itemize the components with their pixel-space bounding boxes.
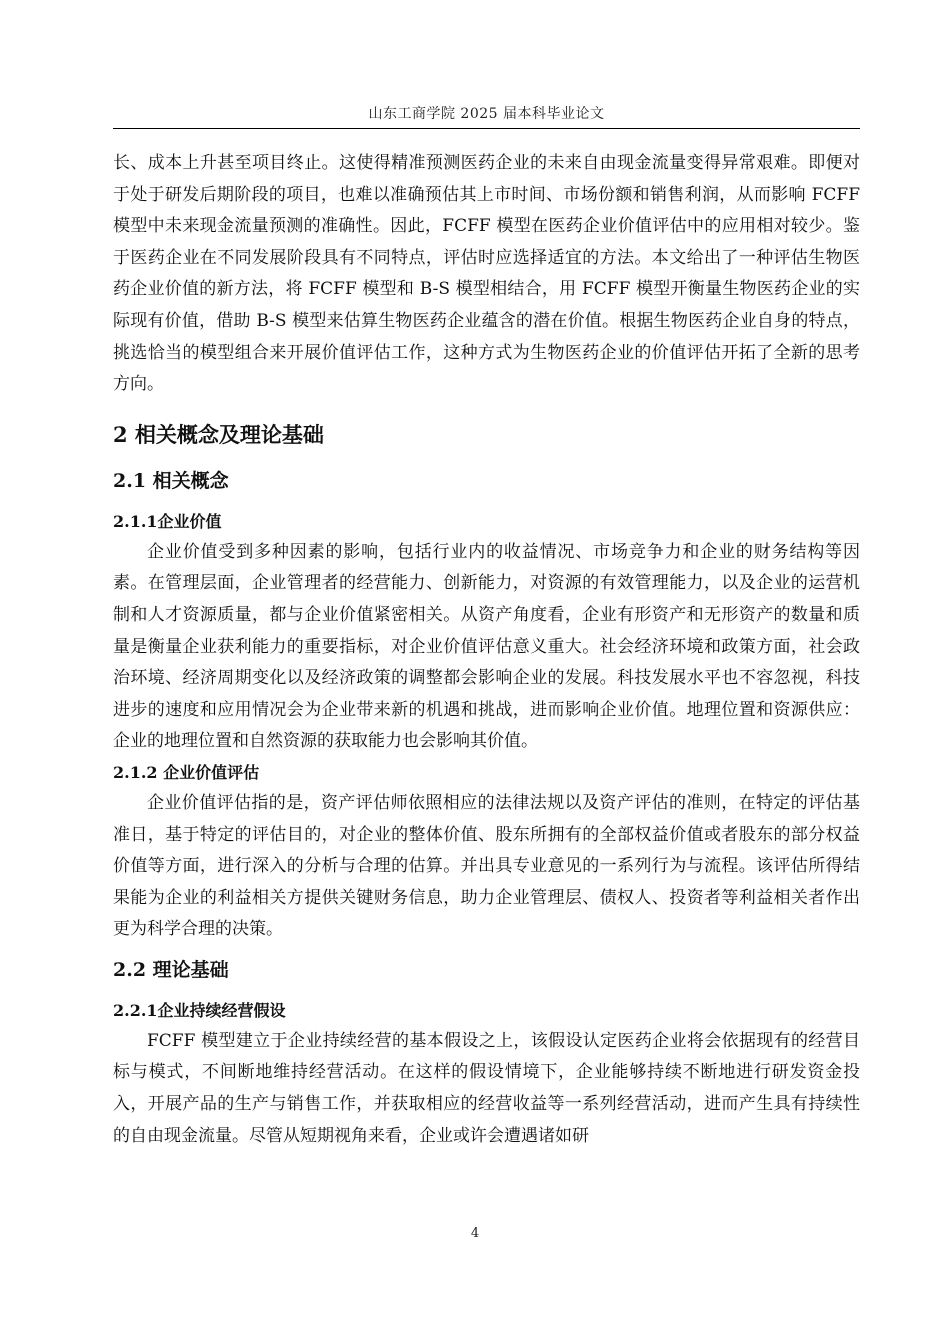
- paragraph-2-1-1: 企业价值受到多种因素的影响，包括行业内的收益情况、市场竞争力和企业的财务结构等因素。在管理层面，企业管理者的经营能力、创新能力，对资源的有效管理能力，以及企业的运营机制和人才资源质量，都与企业价值紧密相关。从资产角度看，企业有形资产和无形资产的数量和质量是衡量企业获利能力的重要指标，对企业价值评估意义重大。社会经济环境和政策方面，社会政治环境、经济周期变化以及经济政策的调整都会影响企业的发展。科技发展水平也不容忽视，科技进步的速度和应用情况会为企业带来新的机遇和挑战，进而影响企业价值。地理位置和资源供应：企业的地理位置和自然资源的获取能力也会影响其价值。: [113, 541, 860, 752]
- section-heading-2: 2 相关概念及理论基础: [113, 421, 324, 447]
- header-rule: [113, 128, 860, 129]
- section-heading-2-2-1: 2.2.1企业持续经营假设: [113, 1000, 286, 1020]
- section-heading-2-1-1: 2.1.1企业价值: [113, 511, 222, 531]
- section-heading-2-1-2: 2.1.2 企业价值评估: [113, 762, 260, 782]
- page-body: [113, 148, 860, 1152]
- running-header: 山东工商学院 2025 届本科毕业论文: [368, 106, 605, 122]
- page-number: 4: [470, 1226, 480, 1241]
- section-heading-2-1: 2.1 相关概念: [113, 469, 229, 492]
- paragraph-2-1-2: 企业价值评估指的是，资产评估师依照相应的法律法规以及资产评估的准则，在特定的评估基准日，基于特定的评估目的，对企业的整体价值、股东所拥有的全部权益价值或者股东的部分权益价值等方面，进行深入的分析与合理的估算。并出具专业意见的一系列行为与流程。该评估所得结果能为企业的利益相关方提供关键财务信息，助力企业管理层、债权人、投资者等利益相关者作出更为科学合理的决策。: [113, 792, 860, 940]
- paragraph-continued: 长、成本上升甚至项目终止。这使得精准预测医药企业的未来自由现金流量变得异常艰难。即便对于处于研发后期阶段的项目，也难以准确预估其上市时间、市场份额和销售利润，从而影响 FCFF 模型中未来现金流量预测的准确性。因此，FCFF 模型在医药企业价值评估中的应用相对较少。鉴于医药企业在不同发展阶段具有不同特点，评估时应选择适宜的方法。本文给出了一种评估生物医药企业价值的新方法，将 FCFF 模型和 B-S 模型相结合，用 FCFF 模型开衡量生物医药企业的实际现有价值，借助 B-S 模型来估算生物医药企业蕴含的潜在价值。根据生物医药企业自身的特点，挑选恰当的模型组合来开展价值评估工作，这种方式为生物医药企业的价值评估开拓了全新的思考方向。: [113, 153, 860, 395]
- paragraph-2-2-1: FCFF 模型建立于企业持续经营的基本假设之上，该假设认定医药企业将会依据现有的经营目标与模式，不间断地维持经营活动。在这样的假设情境下，企业能够持续不断地进行研发资金投入，开展产品的生产与销售工作，并获取相应的经营收益等一系列经营活动，进而产生具有持续性的自由现金流量。尽管从短期视角来看，企业或许会遭遇诸如研: [113, 1030, 860, 1146]
- section-heading-2-2: 2.2 理论基础: [113, 958, 229, 981]
